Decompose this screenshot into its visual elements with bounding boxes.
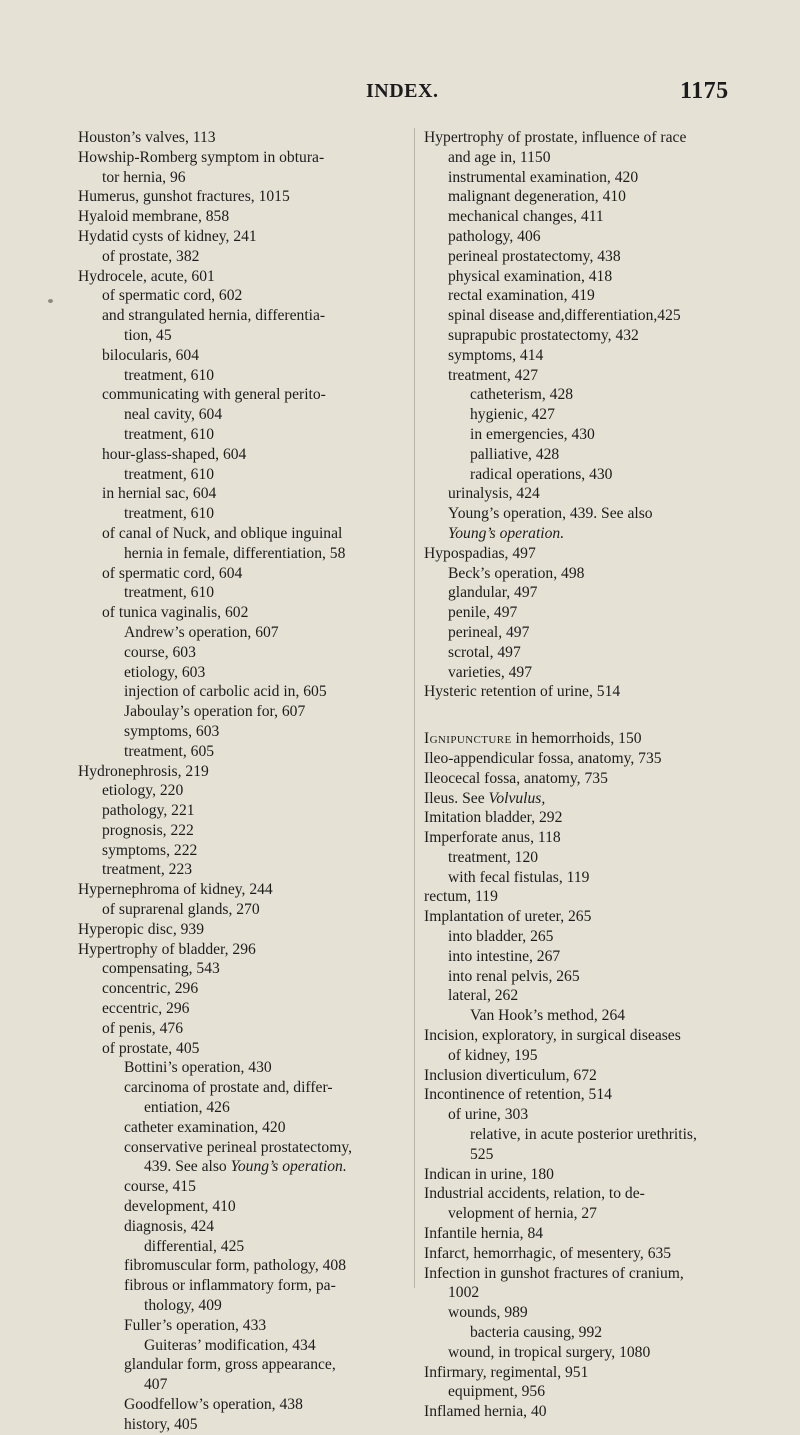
entry-text: urinalysis, 424 [448, 485, 540, 503]
entry-text: rectal examination, 419 [448, 287, 595, 305]
index-column-left [78, 128, 406, 1435]
index-entry [78, 247, 406, 267]
index-entry [78, 702, 406, 722]
index-entry [424, 405, 720, 425]
index-entry [424, 1165, 720, 1185]
entry-text: Howship-Romberg symptom in obtura- [78, 148, 325, 166]
entry-text: and strangulated hernia, differentia- [102, 307, 326, 325]
index-entry [78, 979, 406, 999]
entry-text: Infantile hernia, 84 [424, 1225, 544, 1243]
entry-text: treatment, 610 [124, 465, 215, 483]
entry-text: course, 415 [124, 1178, 196, 1196]
index-entry [424, 729, 720, 749]
entry-text: treatment, 120 [448, 848, 539, 866]
index-entry [424, 663, 720, 683]
index-entry [424, 247, 720, 267]
index-entry [424, 187, 720, 207]
index-entry [424, 425, 720, 445]
index-entry [78, 663, 406, 683]
index-entry [424, 848, 720, 868]
entry-text: neal cavity, 604 [124, 406, 223, 424]
entry-text: of urine, 303 [448, 1106, 529, 1124]
entry-text: Infarct, hemorrhagic, of mesentery, 635 [424, 1244, 672, 1262]
entry-text: fibromuscular form, pathology, 408 [124, 1257, 347, 1275]
entry-text: Industrial accidents, relation, to de- [424, 1185, 645, 1203]
index-entry [78, 1395, 406, 1415]
entry-text: diagnosis, 424 [124, 1217, 215, 1235]
index-entry [424, 682, 720, 702]
index-entry [78, 920, 406, 940]
index-entry [78, 1177, 406, 1197]
entry-text: velopment of hernia, 27 [448, 1205, 597, 1223]
entry-text: into renal pelvis, 265 [448, 967, 580, 985]
index-entry [78, 603, 406, 623]
running-header [0, 78, 800, 108]
entry-text: lateral, 262 [448, 987, 519, 1005]
entry-text: Humerus, gunshot fractures, 1015 [78, 188, 290, 206]
index-entry [424, 1303, 720, 1323]
index-entry [78, 623, 406, 643]
index-entry [424, 828, 720, 848]
entry-text: differential, 425 [144, 1237, 245, 1255]
index-entry [78, 940, 406, 960]
index-entry [78, 504, 406, 524]
entry-text: fibrous or inflammatory form, pa- [124, 1277, 336, 1295]
entry-text: Hypertrophy of bladder, 296 [78, 940, 256, 958]
index-entry [78, 643, 406, 663]
index-entry [424, 1046, 720, 1066]
entry-cross-reference: Young’s operation. [230, 1158, 347, 1176]
index-entry [424, 927, 720, 947]
entry-text: mechanical changes, 411 [448, 208, 604, 226]
entry-text: symptoms, 603 [124, 722, 220, 740]
entry-text: treatment, 610 [124, 505, 215, 523]
entry-text: treatment, 610 [124, 425, 215, 443]
entry-text: pathology, 406 [448, 227, 541, 245]
index-entry [424, 286, 720, 306]
entry-text: treatment, 223 [102, 861, 193, 879]
index-entry [78, 1098, 406, 1118]
index-entry [424, 1066, 720, 1086]
entry-text: Ileus. See [424, 789, 489, 807]
index-entry [78, 880, 406, 900]
entry-text: and age in, 1150 [448, 148, 551, 166]
index-entry [424, 366, 720, 386]
index-entry [424, 1402, 720, 1422]
index-entry [78, 187, 406, 207]
entry-text: 1002 [448, 1284, 480, 1302]
index-entry [78, 742, 406, 762]
index-entry [424, 128, 720, 148]
entry-text: Bottini’s operation, 430 [124, 1059, 272, 1077]
index-entry [78, 1019, 406, 1039]
index-entry [78, 1256, 406, 1276]
index-entry [78, 1237, 406, 1257]
entry-text: Van Hook’s method, 264 [470, 1007, 626, 1025]
index-entry [424, 769, 720, 789]
index-entry [424, 326, 720, 346]
entry-text: Infection in gunshot fractures of cranium, [424, 1264, 684, 1282]
index-entry [424, 603, 720, 623]
index-entry [424, 1085, 720, 1105]
header-title: INDEX. [366, 80, 439, 102]
entry-text: penile, 497 [448, 604, 518, 622]
ink-mark [48, 299, 53, 303]
entry-text: of tunica vaginalis, 602 [102, 604, 249, 622]
entry-text: 525 [470, 1145, 494, 1163]
index-entry [78, 682, 406, 702]
index-entry [78, 1058, 406, 1078]
entry-text: into bladder, 265 [448, 928, 554, 946]
entry-text: of kidney, 195 [448, 1046, 538, 1064]
index-entry [78, 801, 406, 821]
entry-text: treatment, 605 [124, 742, 215, 760]
index-entry [78, 583, 406, 603]
index-entry [78, 722, 406, 742]
entry-text: Infirmary, regimental, 951 [424, 1363, 589, 1381]
entry-text: palliative, 428 [470, 445, 560, 463]
column-divider [414, 128, 415, 1288]
index-entry [424, 1382, 720, 1402]
index-entry [78, 1415, 406, 1435]
index-entry [424, 1363, 720, 1383]
index-entry [78, 999, 406, 1019]
entry-text: eccentric, 296 [102, 1000, 190, 1018]
entry-text: rectum, 119 [424, 888, 498, 906]
entry-text: scrotal, 497 [448, 643, 521, 661]
index-entry [78, 1316, 406, 1336]
index-entry [78, 1217, 406, 1237]
index-entry [424, 887, 720, 907]
index-entry [78, 207, 406, 227]
index-entry [424, 749, 720, 769]
index-entry [78, 564, 406, 584]
entry-text: equipment, 956 [448, 1383, 546, 1401]
entry-text: development, 410 [124, 1198, 236, 1216]
entry-text: Hydrocele, acute, 601 [78, 267, 215, 285]
entry-cross-reference: Volvulus, [488, 789, 546, 807]
entry-text: with fecal fistulas, 119 [448, 868, 590, 886]
index-entry [424, 583, 720, 603]
entry-text: suprapubic prostatectomy, 432 [448, 326, 639, 344]
entry-text: catheterism, 428 [470, 386, 574, 404]
index-entry [78, 366, 406, 386]
entry-text: Ileo-appendicular fossa, anatomy, 735 [424, 749, 662, 767]
entry-text: instrumental examination, 420 [448, 168, 639, 186]
entry-text: Beck’s operation, 498 [448, 564, 585, 582]
index-entry [424, 168, 720, 188]
entry-text: Hypospadias, 497 [424, 544, 536, 562]
entry-text: in hemorrhoids, 150 [511, 730, 642, 748]
entry-text: spinal disease and,differentiation,425 [448, 307, 681, 325]
index-entry [424, 1204, 720, 1224]
index-entry [78, 1355, 406, 1375]
entry-text: symptoms, 222 [102, 841, 198, 859]
index-entry [424, 544, 720, 564]
entry-text: perineal prostatectomy, 438 [448, 247, 621, 265]
entry-text: in emergencies, 430 [470, 425, 595, 443]
index-entry [78, 959, 406, 979]
index-entry [424, 465, 720, 485]
entry-text: Incontinence of retention, 514 [424, 1086, 612, 1104]
entry-text: Hyperopic disc, 939 [78, 920, 205, 938]
index-entry [424, 986, 720, 1006]
index-entry [424, 484, 720, 504]
entry-text: of spermatic cord, 604 [102, 564, 243, 582]
index-entry [78, 267, 406, 287]
index-entry [424, 1323, 720, 1343]
entry-text: Hypertrophy of prostate, influence of race [424, 129, 687, 146]
index-entry [424, 947, 720, 967]
entry-text: Fuller’s operation, 433 [124, 1316, 267, 1334]
index-entry [78, 1078, 406, 1098]
index-entry [424, 1343, 720, 1363]
entry-text: of prostate, 382 [102, 247, 200, 265]
entry-text: into intestine, 267 [448, 947, 561, 965]
entry-text: carcinoma of prostate and, differ- [124, 1079, 333, 1097]
entry-text: course, 603 [124, 643, 196, 661]
index-entry [424, 1264, 720, 1284]
index-entry [78, 841, 406, 861]
index-entry [424, 1105, 720, 1125]
entry-text: relative, in acute posterior urethritis, [470, 1126, 697, 1144]
index-entry [78, 544, 406, 564]
index-entry [424, 207, 720, 227]
index-entry [78, 900, 406, 920]
entry-text: Guiteras’ modification, 434 [144, 1336, 316, 1354]
entry-text: etiology, 220 [102, 782, 184, 800]
index-entry [424, 1184, 720, 1204]
entry-text: physical examination, 418 [448, 267, 613, 285]
entry-text: of suprarenal glands, 270 [102, 901, 260, 919]
index-entry [424, 1006, 720, 1026]
page-number: 1175 [680, 78, 729, 104]
entry-text: of prostate, 405 [102, 1039, 200, 1057]
index-entry [78, 425, 406, 445]
entry-text: treatment, 610 [124, 584, 215, 602]
index-entry [78, 465, 406, 485]
index-entry [424, 306, 720, 326]
entry-cross-reference: Young’s operation. [448, 524, 565, 542]
entry-text: in hernial sac, 604 [102, 485, 217, 503]
entry-text: 439. See also [144, 1158, 231, 1176]
entry-text: catheter examination, 420 [124, 1118, 286, 1136]
index-entry [424, 564, 720, 584]
index-entry [78, 1157, 406, 1177]
index-entry [424, 967, 720, 987]
entry-text: treatment, 610 [124, 366, 215, 384]
index-entry [424, 346, 720, 366]
index-entry [78, 1138, 406, 1158]
entry-text: etiology, 603 [124, 663, 206, 681]
index-entry [424, 267, 720, 287]
index-entry [78, 821, 406, 841]
entry-text: symptoms, 414 [448, 346, 544, 364]
entry-text: Indican in urine, 180 [424, 1165, 554, 1183]
index-column-right [424, 128, 720, 1422]
entry-text: of spermatic cord, 602 [102, 287, 243, 305]
entry-text: pathology, 221 [102, 802, 195, 820]
index-entry [78, 128, 406, 148]
index-entry [424, 385, 720, 405]
entry-text: communicating with general perito- [102, 386, 326, 404]
entry-text: of penis, 476 [102, 1019, 183, 1037]
index-entry [424, 1125, 720, 1145]
entry-text: conservative perineal prostatectomy, [124, 1138, 353, 1156]
index-entry [78, 227, 406, 247]
index-entry [424, 623, 720, 643]
entry-text: thology, 409 [144, 1297, 222, 1315]
entry-text: history, 405 [124, 1415, 198, 1433]
entry-text: Hypernephroma of kidney, 244 [78, 881, 273, 899]
entry-text: Hydronephrosis, 219 [78, 762, 209, 780]
entry-text: Imperforate anus, 118 [424, 829, 561, 847]
entry-text: concentric, 296 [102, 980, 199, 998]
index-entry [78, 385, 406, 405]
entry-text: Houston’s valves, 113 [78, 129, 216, 146]
index-entry [78, 1039, 406, 1059]
index-entry [78, 326, 406, 346]
index-entry [424, 1224, 720, 1244]
entry-text: Young’s operation, 439. See also [448, 505, 653, 523]
entry-text: 407 [144, 1376, 168, 1394]
index-entry [424, 1026, 720, 1046]
index-entry [78, 286, 406, 306]
entry-text: hernia in female, differentiation, 58 [124, 544, 346, 562]
entry-text: Jaboulay’s operation for, 607 [124, 703, 306, 721]
index-entry [78, 781, 406, 801]
index-entry [424, 1244, 720, 1264]
index-entry [78, 306, 406, 326]
entry-text: Hysteric retention of urine, 514 [424, 683, 621, 701]
index-entry [424, 524, 720, 544]
index-entry [424, 789, 720, 809]
entry-text: Hyaloid membrane, 858 [78, 208, 230, 226]
entry-text: tion, 45 [124, 326, 172, 344]
entry-text: of canal of Nuck, and oblique inguinal [102, 524, 343, 542]
entry-text: wounds, 989 [448, 1304, 528, 1322]
index-entry [78, 148, 406, 168]
entry-text: Inclusion diverticulum, 672 [424, 1066, 597, 1084]
index-entry [78, 484, 406, 504]
entry-text: Andrew’s operation, 607 [124, 623, 279, 641]
entry-text: treatment, 427 [448, 366, 539, 384]
index-entry [78, 1336, 406, 1356]
index-entry [78, 1296, 406, 1316]
index-entry [424, 808, 720, 828]
index-entry [78, 346, 406, 366]
entry-text: Imitation bladder, 292 [424, 809, 563, 827]
entry-text: Incision, exploratory, in surgical diseases [424, 1027, 681, 1045]
entry-text: entiation, 426 [144, 1099, 230, 1117]
index-entry [424, 907, 720, 927]
entry-smallcaps-term: Ignipuncture [424, 730, 512, 748]
index-entry [424, 504, 720, 524]
index-entry [424, 1145, 720, 1165]
index-entry [78, 445, 406, 465]
index-entry [78, 1197, 406, 1217]
index-entry [424, 445, 720, 465]
entry-text: bilocularis, 604 [102, 346, 200, 364]
index-entry [78, 168, 406, 188]
index-entry [78, 524, 406, 544]
entry-text: prognosis, 222 [102, 821, 194, 839]
entry-text: varieties, 497 [448, 663, 533, 681]
entry-text: Hydatid cysts of kidney, 241 [78, 227, 257, 245]
index-entry [424, 148, 720, 168]
index-entry [78, 1276, 406, 1296]
entry-text: hygienic, 427 [470, 406, 555, 424]
entry-text: malignant degeneration, 410 [448, 188, 626, 206]
entry-text: bacteria causing, 992 [470, 1324, 603, 1342]
entry-text: Implantation of ureter, 265 [424, 908, 592, 926]
entry-text: tor hernia, 96 [102, 168, 186, 186]
index-entry [424, 1283, 720, 1303]
index-entry [78, 860, 406, 880]
index-entry [78, 762, 406, 782]
entry-text: glandular, 497 [448, 584, 538, 602]
index-entry [424, 227, 720, 247]
entry-text: Inflamed hernia, 40 [424, 1403, 547, 1421]
entry-text: radical operations, 430 [470, 465, 613, 483]
index-entry [78, 405, 406, 425]
index-entry [424, 868, 720, 888]
entry-text: Goodfellow’s operation, 438 [124, 1396, 303, 1413]
entry-text: perineal, 497 [448, 623, 530, 641]
entry-text: hour-glass-shaped, 604 [102, 445, 247, 463]
entry-text: glandular form, gross appearance, [124, 1356, 336, 1374]
index-entry [78, 1375, 406, 1395]
index-entry [78, 1118, 406, 1138]
entry-text: Ileocecal fossa, anatomy, 735 [424, 769, 608, 787]
entry-text: compensating, 543 [102, 960, 220, 978]
index-entry [424, 643, 720, 663]
entry-text: wound, in tropical surgery, 1080 [448, 1343, 651, 1361]
section-gap [424, 702, 720, 729]
entry-text: injection of carbolic acid in, 605 [124, 683, 327, 701]
